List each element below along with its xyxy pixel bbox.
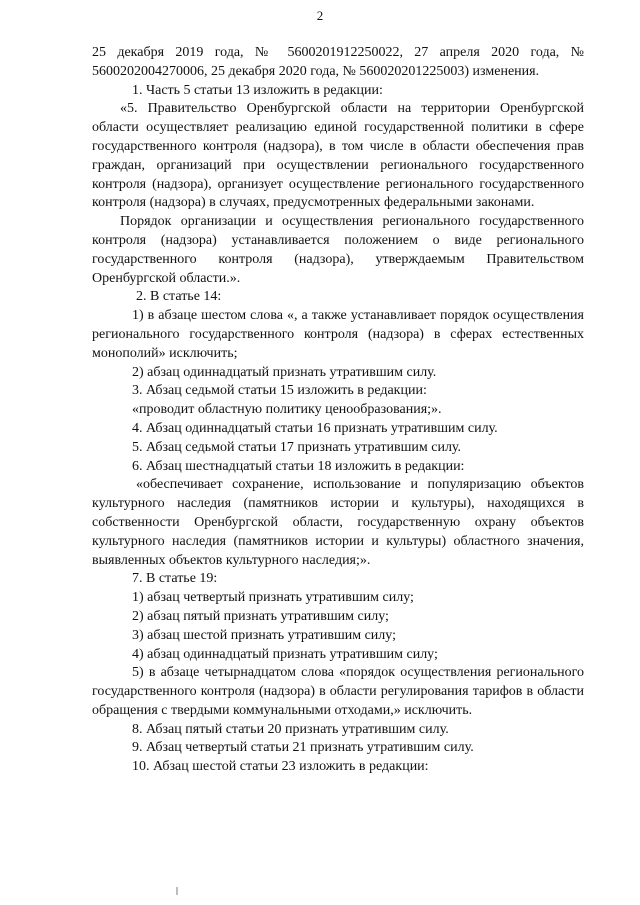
paragraph: Порядок организации и осуществления регионального государственного контроля (надзора) устанавливается положением о виде регионального государственного контроля (надзора), утверждаемым Правительством Оренбургской области.». [92, 214, 584, 286]
paragraph: 2) абзац пятый признать утратившим силу; [132, 608, 389, 624]
paragraph: 8. Абзац пятый статьи 20 признать утратившим силу. [132, 721, 449, 737]
paragraph: 2. В статье 14: [136, 289, 222, 305]
paragraph: 1) в абзаце шестом слова «, а также устанавливает порядок осуществления регионального государственного контроля (надзора) в сферах естественных монополий» исключить; [92, 308, 584, 361]
paragraph: 4) абзац одиннадцатый признать утратившим силу; [132, 646, 438, 662]
paragraph: 3) абзац шестой признать утратившим силу; [132, 627, 396, 643]
paragraph: 5) в абзаце четырнадцатом слова «порядок осуществления регионального государственного контроля (надзора) в области регулирования тарифов в области обращения с твердыми коммунальными отходами,» исключить. [92, 665, 584, 718]
paragraph: 3. Абзац седьмой статьи 15 изложить в редакции: [132, 383, 427, 399]
document-body [92, 44, 584, 777]
paragraph: 25 декабря 2019 года, № 5600201912250022, 27 апреля 2020 года, № 5600202004270006, 25 декабря 2020 года, № 560020201225003) изменения. [92, 45, 584, 79]
page-number: 2 [316, 8, 324, 23]
paragraph: «проводит областную политику ценообразования;». [132, 402, 442, 418]
paragraph: 10. Абзац шестой статьи 23 изложить в редакции: [132, 759, 429, 775]
paragraph: 7. В статье 19: [132, 571, 218, 587]
paragraph: 4. Абзац одиннадцатый статьи 16 признать утратившим силу. [132, 420, 498, 436]
paragraph: 9. Абзац четвертый статьи 21 признать утратившим силу. [132, 740, 474, 756]
paragraph: 2) абзац одиннадцатый признать утратившим силу. [132, 364, 437, 380]
paragraph: «обеспечивает сохранение, использование и популяризацию объектов культурного наследия (памятников истории и культуры), находящихся в собственности Оренбургской области, государственную охрану объектов культурного наследия (памятников истории и культуры) областного значения, выявленных объектов культурного наследия;». [92, 477, 584, 568]
paragraph: 1) абзац четвертый признать утратившим силу; [132, 590, 414, 606]
paragraph: 6. Абзац шестнадцатый статьи 18 изложить в редакции: [132, 458, 465, 474]
paragraph: 5. Абзац седьмой статьи 17 признать утратившим силу. [132, 439, 462, 455]
scan-mark [176, 887, 178, 895]
paragraph: 1. Часть 5 статьи 13 изложить в редакции: [132, 82, 383, 98]
paragraph: «5. Правительство Оренбургской области на территории Оренбургской области осуществляет реализацию единой государственной политики в сфере государственного контроля (надзора), в том числе в области обеспечения прав граждан, организаций при осуществлении регионального государственного контроля (надзора), организует осуществление регионального государственного контроля (надзора) в случаях, предусмотренных федеральными законами. [92, 101, 584, 211]
